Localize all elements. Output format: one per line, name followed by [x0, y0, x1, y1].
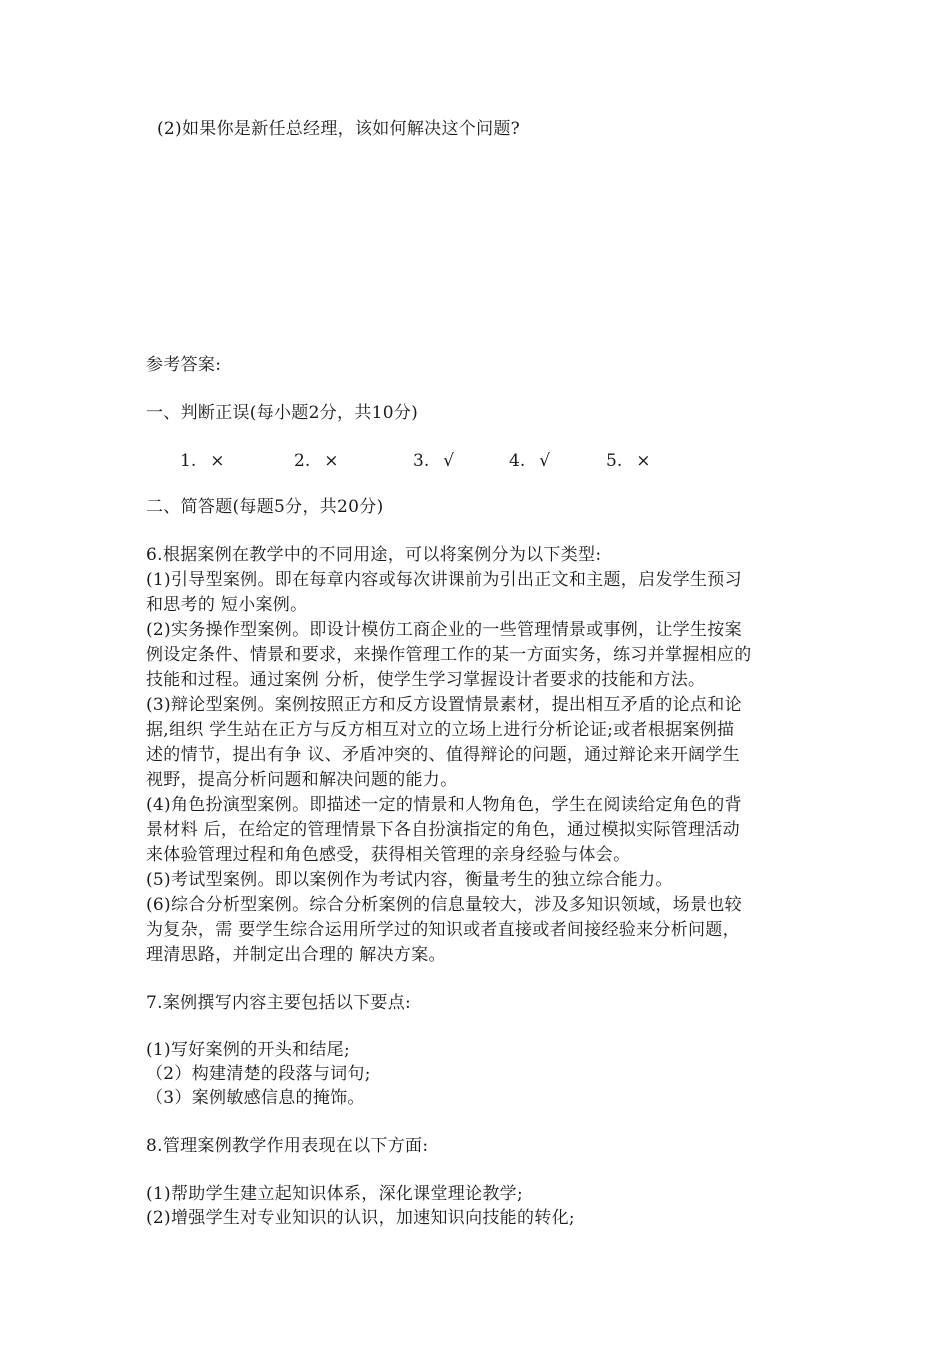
tf-answer-item	[606, 448, 650, 474]
q6-line: 和思考的 短小案例。	[146, 595, 308, 615]
question-2-text: (2)如果你是新任总经理，该如何解决这个问题?	[157, 119, 521, 139]
q6-line: (3)辩论型案例。案例按照正方和反方设置情景素材，提出相互矛盾的论点和论	[146, 695, 742, 715]
q6-line: 理清思路，并制定出合理的 解决方案。	[146, 945, 446, 965]
tf-answer-number: 3.	[413, 451, 430, 471]
q6-line: (2)实务操作型案例。即设计模仿工商企业的一些管理情景或事例，让学生按案	[146, 620, 742, 640]
q6-line: 来体验管理过程和角色感受，获得相关管理的亲身经验与体会。	[146, 845, 631, 865]
q6-line: 为复杂，需 要学生综合运用所学过的知识或者直接或者间接经验来分析问题，	[146, 920, 740, 940]
q6-line: (5)考试型案例。即以案例作为考试内容，衡量考生的独立综合能力。	[146, 870, 673, 890]
answers-heading: 参考答案:	[146, 355, 222, 375]
q7-intro: 7.案例撰写内容主要包括以下要点:	[146, 993, 412, 1013]
cross-mark-icon: ×	[324, 451, 339, 471]
section-2-title: 二、简答题(每题5分，共20分)	[146, 497, 384, 517]
tf-answer-number: 4.	[509, 451, 526, 471]
check-mark-icon: √	[443, 451, 455, 471]
cross-mark-icon: ×	[210, 451, 225, 471]
q8-intro: 8.管理案例教学作用表现在以下方面:	[146, 1136, 429, 1156]
section-1-title: 一、判断正误(每小题2分，共10分)	[146, 403, 419, 423]
q8-line: (2)增强学生对专业知识的认识，加速知识向技能的转化;	[146, 1208, 575, 1228]
q7-line: （3）案例敏感信息的掩饰。	[146, 1088, 365, 1108]
q7-line: (1)写好案例的开头和结尾;	[146, 1040, 351, 1060]
q6-line: 述的情节，提出有争 议、矛盾冲突的、值得辩论的问题，通过辩论来开阔学生	[146, 745, 740, 765]
q6-line: 据,组织 学生站在正方与反方相互对立的立场上进行分析论证;或者根据案例描	[146, 720, 735, 740]
tf-answer-number: 1.	[180, 451, 197, 471]
tf-answer-item	[294, 448, 338, 474]
q6-line: 景材料 后，在给定的管理情景下各自扮演指定的角色，通过模拟实际管理活动	[146, 820, 740, 840]
q6-line: (1)引导型案例。即在每章内容或每次讲课前为引出正文和主题，启发学生预习	[146, 570, 742, 590]
tf-answer-item	[509, 448, 550, 474]
q7-line: （2）构建清楚的段落与词句;	[146, 1064, 371, 1084]
q6-intro: 6.根据案例在教学中的不同用途，可以将案例分为以下类型:	[146, 545, 602, 565]
q6-line: 例设定条件、情景和要求，来操作管理工作的某一方面实务，练习并掌握相应的	[146, 645, 752, 665]
q8-line: (1)帮助学生建立起知识体系，深化课堂理论教学;	[146, 1184, 524, 1204]
tf-answer-item	[413, 448, 454, 474]
q6-line: 视野，提高分析问题和解决问题的能力。	[146, 770, 458, 790]
q6-line: (6)综合分析型案例。综合分析案例的信息量较大，涉及多知识领域，场景也较	[146, 895, 742, 915]
tf-answer-number: 5.	[606, 451, 623, 471]
cross-mark-icon: ×	[636, 451, 651, 471]
q6-line: 技能和过程。通过案例 分析，使学生学习掌握设计者要求的技能和方法。	[146, 670, 706, 690]
q6-line: (4)角色扮演型案例。即描述一定的情景和人物角色，学生在阅读给定角色的背	[146, 795, 742, 815]
check-mark-icon: √	[539, 451, 551, 471]
tf-answer-number: 2.	[294, 451, 311, 471]
true-false-answers	[0, 448, 952, 474]
tf-answer-item	[180, 448, 224, 474]
